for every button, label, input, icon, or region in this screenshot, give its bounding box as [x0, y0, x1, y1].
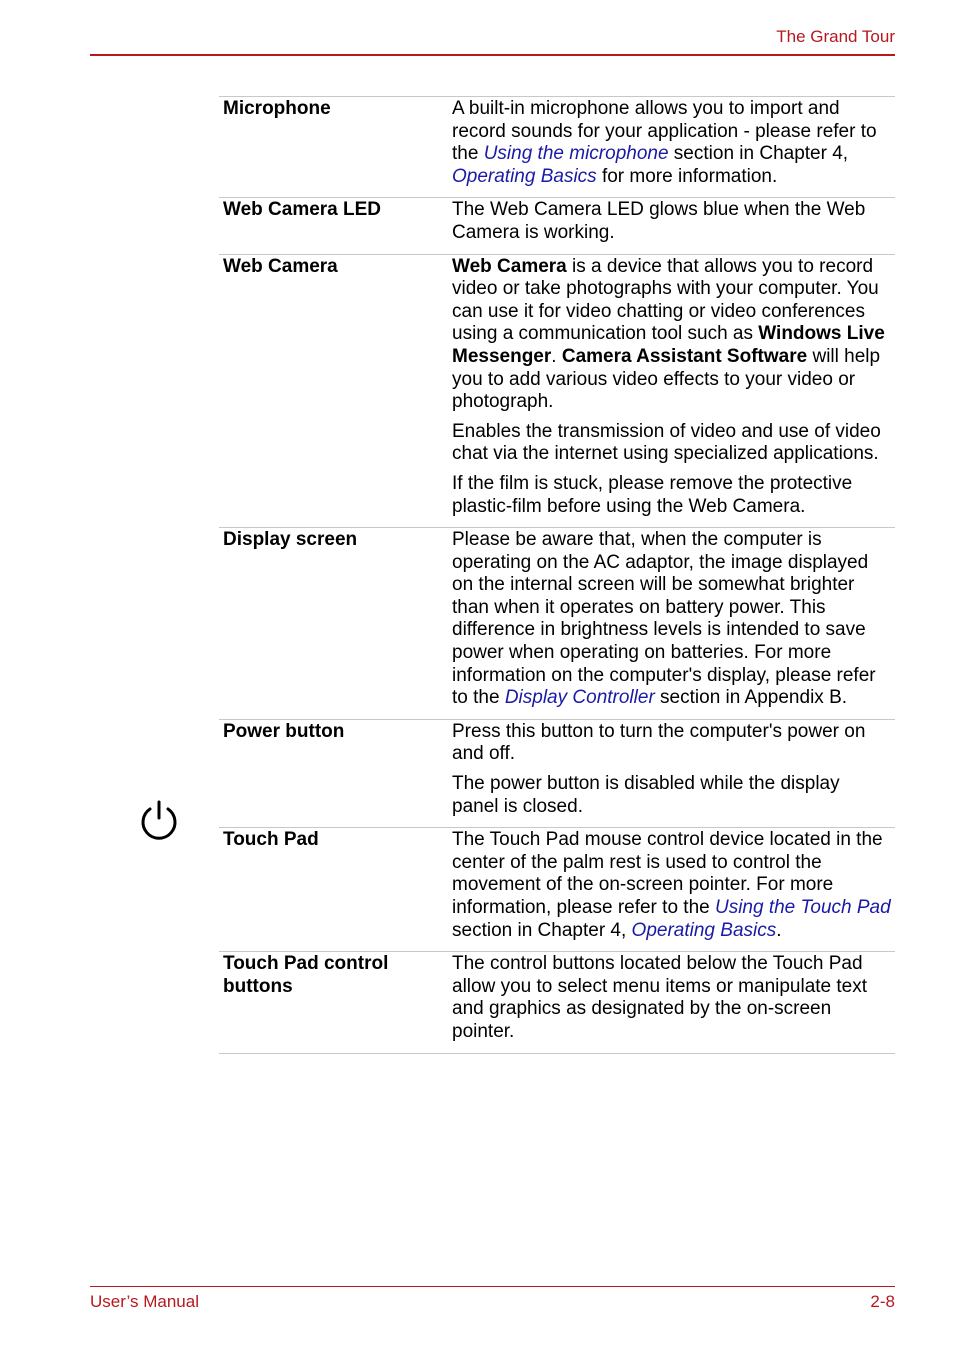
table-row	[219, 952, 895, 1053]
table-row	[219, 528, 895, 720]
link-operating-basics[interactable]: Operating Basics	[452, 165, 597, 187]
desc-text: The Touch Pad mouse control device located in the center of the palm rest is used to control the movement of the on-screen pointer. For more information, please refer to the	[452, 829, 883, 918]
row-term: Touch Pad control buttons	[223, 953, 389, 997]
table-row	[219, 828, 895, 952]
table-row	[219, 254, 895, 528]
desc-paragraph: Press this button to turn the computer's power on and off.	[452, 720, 866, 765]
footer-manual-title: User’s Manual	[90, 1292, 199, 1311]
desc-text: for more information.	[596, 165, 778, 187]
table-row	[219, 719, 895, 827]
row-description	[448, 828, 895, 952]
desc-paragraph: The power button is disabled while the display panel is closed.	[452, 773, 840, 817]
bold-term: Web Camera	[452, 255, 567, 277]
desc-text: section in Chapter 4,	[452, 919, 632, 941]
row-term: Web Camera	[223, 255, 338, 277]
row-term: Web Camera LED	[223, 199, 382, 221]
desc-text: will help you to add various video effects to your video or photograph.	[452, 345, 881, 413]
link-using-microphone[interactable]: Using the microphone	[483, 143, 669, 165]
desc-text: The Web Camera LED glows blue when the Web Camera is working.	[452, 199, 866, 243]
desc-text: The control buttons located below the Touch Pad allow you to select menu items or manipulate text and graphics as designated by the on-screen pointer.	[452, 953, 868, 1042]
link-using-touch-pad[interactable]: Using the Touch Pad	[714, 897, 891, 918]
row-description	[448, 952, 895, 1053]
bold-term: Camera Assistant Software	[561, 345, 808, 367]
desc-paragraph: Enables the transmission of video and use of video chat via the internet using specialized applications.	[452, 420, 881, 465]
desc-text: Please be aware that, when the computer is operating on the AC adaptor, the image displayed on the internal screen will be somewhat brighter than when it operates on battery power. This difference in brightness levels is intended to save power when operating on batteries. For more information on the computer's display, please refer to the	[452, 529, 876, 709]
desc-text: A built-in microphone allows you to import and record sounds for your application - please refer to the	[452, 98, 877, 165]
desc-text: section in Chapter 4,	[668, 143, 849, 165]
row-description	[448, 254, 895, 528]
row-term: Touch Pad	[223, 829, 319, 851]
desc-text: .	[551, 345, 562, 367]
desc-text: .	[776, 919, 782, 941]
link-display-controller[interactable]: Display Controller	[504, 687, 655, 709]
row-description	[448, 528, 895, 720]
header-divider	[90, 54, 895, 56]
row-term: Power button	[223, 720, 345, 742]
page-number: 2-8	[870, 1292, 895, 1311]
row-description	[448, 97, 895, 198]
row-term: Display screen	[223, 529, 358, 551]
desc-text: section in Appendix B.	[654, 687, 848, 709]
component-table	[219, 96, 895, 1054]
power-icon	[139, 800, 179, 844]
desc-paragraph: If the film is stuck, please remove the protective plastic-film before using the Web Camera.	[452, 472, 853, 517]
running-header: The Grand Tour	[776, 27, 895, 46]
table-row	[219, 97, 895, 198]
row-description	[448, 719, 895, 827]
row-term: Microphone	[223, 98, 331, 119]
link-operating-basics[interactable]: Operating Basics	[631, 919, 777, 941]
desc-paragraph	[452, 256, 891, 414]
table-row	[219, 198, 895, 254]
bold-term: Windows Live Messenger	[452, 323, 885, 367]
footer-divider	[90, 1286, 895, 1287]
row-description	[448, 198, 895, 254]
desc-text: is a device that allows you to record video or take photographs with your computer. You can use it for video chatting or video conferences using a communication tool such as	[452, 255, 879, 345]
